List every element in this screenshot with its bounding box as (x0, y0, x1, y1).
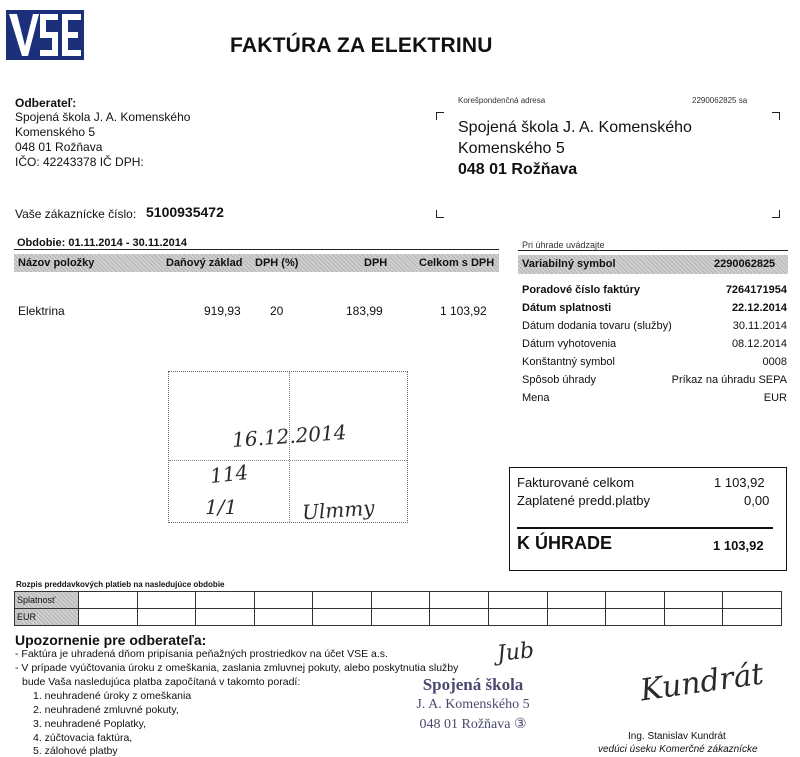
school-stamp-line-3: 048 01 Rožňava ③ (419, 717, 527, 732)
customer-line-2: Komenského 5 (15, 125, 96, 139)
window-corner-tl (436, 112, 444, 120)
item-name: Elektrina (18, 304, 65, 318)
correspondence-city: 048 01 Rožňava (458, 161, 578, 178)
item-total: 1 103,92 (440, 304, 487, 318)
amount-due-label: K ÚHRADE (517, 533, 613, 553)
received-signature: Ulmmy (301, 495, 376, 525)
window-corner-tr (772, 112, 780, 120)
advances-row-eur (15, 609, 782, 626)
advances-caption: Rozpis preddavkových platieb na nasledujúce obdobie (16, 580, 225, 589)
correspondence-line-2: Komenského 5 (458, 140, 565, 157)
issue-date-row: Dátum vyhotovenia 08.12.2014 (522, 338, 787, 350)
prepaid-value: 0,00 (744, 493, 770, 508)
billed-label: Fakturované celkom (517, 475, 635, 490)
school-stamp-line-2: J. A. Komenského 5 (416, 697, 530, 712)
item-vat: 183,99 (346, 304, 383, 318)
signatory-signature: Kundrát (638, 656, 766, 709)
signatory-role: vedúci úseku Komerčné zákaznícke (598, 744, 758, 755)
advances-row-due (15, 592, 782, 609)
item-tax-base: 919,93 (204, 304, 241, 318)
vs-value: 2290062825 (714, 258, 776, 270)
currency-row: Mena EUR (522, 392, 787, 404)
billing-period: Obdobie: 01.11.2014 - 30.11.2014 (17, 237, 187, 249)
col-vat-rate: DPH (%) (255, 257, 299, 269)
col-total: Celkom s DPH (419, 257, 495, 269)
invoice-title: FAKTÚRA ZA ELEKTRINU (230, 34, 493, 57)
customer-line-4: IČO: 42243378 IČ DPH: (15, 155, 144, 169)
stamp-initials: Jub (495, 638, 536, 667)
customer-number: 5100935472 (146, 204, 224, 220)
vs-label: Variabilný symbol (522, 258, 616, 270)
constant-symbol-row: Konštantný symbol 0008 (522, 356, 787, 368)
notice-line-3: bude Vaša nasledujúca platba započítaná v takomto poradí: (22, 676, 301, 688)
due-date-row: Dátum splatnosti 22.12.2014 (522, 302, 787, 314)
correspondence-line-1: Spojená škola J. A. Komenského (458, 119, 692, 136)
billed-value: 1 103,92 (714, 475, 765, 490)
notice-item-3: 3. neuhradené Poplatky, (33, 718, 147, 730)
customer-line-1: Spojená škola J. A. Komenského (15, 110, 191, 124)
customer-label: Odberateľ: (15, 96, 77, 110)
items-rule (14, 249, 499, 250)
notice-item-4: 4. zúčtovacia faktúra, (33, 732, 133, 744)
registry-number: 114 (208, 460, 250, 488)
invoice-number-row: Poradové číslo faktúry 7264171954 (522, 284, 787, 296)
registry-folio: 1/1 (205, 495, 238, 519)
window-corner-bl (436, 210, 444, 218)
advances-grid (14, 591, 782, 626)
customer-line-3: 048 01 Rožňava (15, 140, 103, 154)
delivery-date-row: Dátum dodania tovaru (služby) 30.11.2014 (522, 320, 787, 332)
school-stamp-line-1: Spojená škola (422, 675, 524, 694)
correspondence-code: 2290062825 sa (692, 96, 748, 105)
notice-item-5: 5. zálohové platby (33, 745, 118, 757)
notice-line-2: - V prípade vyúčtovania úroku z omeškania, zaslania zmluvnej pokuty, alebo poskytnutia služby (15, 662, 459, 674)
payment-caption: Pri úhrade uvádzajte (522, 240, 605, 250)
notice-item-2: 2. neuhradené zmluvné pokuty, (33, 704, 179, 716)
correspondence-label: Korešpondenčná adresa (458, 96, 546, 105)
stamp-divider-h (169, 460, 407, 461)
vse-logo (6, 10, 84, 60)
notice-title: Upozornenie pre odberateľa: (15, 632, 207, 648)
window-corner-br (772, 210, 780, 218)
item-vat-rate: 20 (270, 304, 284, 318)
advances-row-label: Splatnosť (15, 592, 79, 609)
advances-row-label: EUR (15, 609, 79, 626)
amount-due-value: 1 103,92 (713, 538, 764, 553)
col-tax-base: Daňový základ (166, 257, 243, 269)
notice-line-1: - Faktúra je uhradená dňom pripísania peňažných prostriedkov na účet VSE a.s. (15, 648, 388, 660)
customer-number-label: Vaše zákaznícke číslo: (15, 207, 137, 221)
col-vat: DPH (364, 257, 388, 269)
notice-item-1: 1. neuhradené úroky z omeškania (33, 690, 192, 702)
col-item-name: Názov položky (18, 257, 95, 269)
payment-rule (518, 250, 788, 251)
received-date: 16.12.2014 (231, 420, 348, 452)
payment-method-row: Spôsob úhrady Príkaz na úhradu SEPA (522, 374, 787, 386)
prepaid-label: Zaplatené predd.platby (517, 493, 650, 508)
totals-rule (517, 527, 773, 529)
signatory-name: Ing. Stanislav Kundrát (628, 731, 726, 742)
